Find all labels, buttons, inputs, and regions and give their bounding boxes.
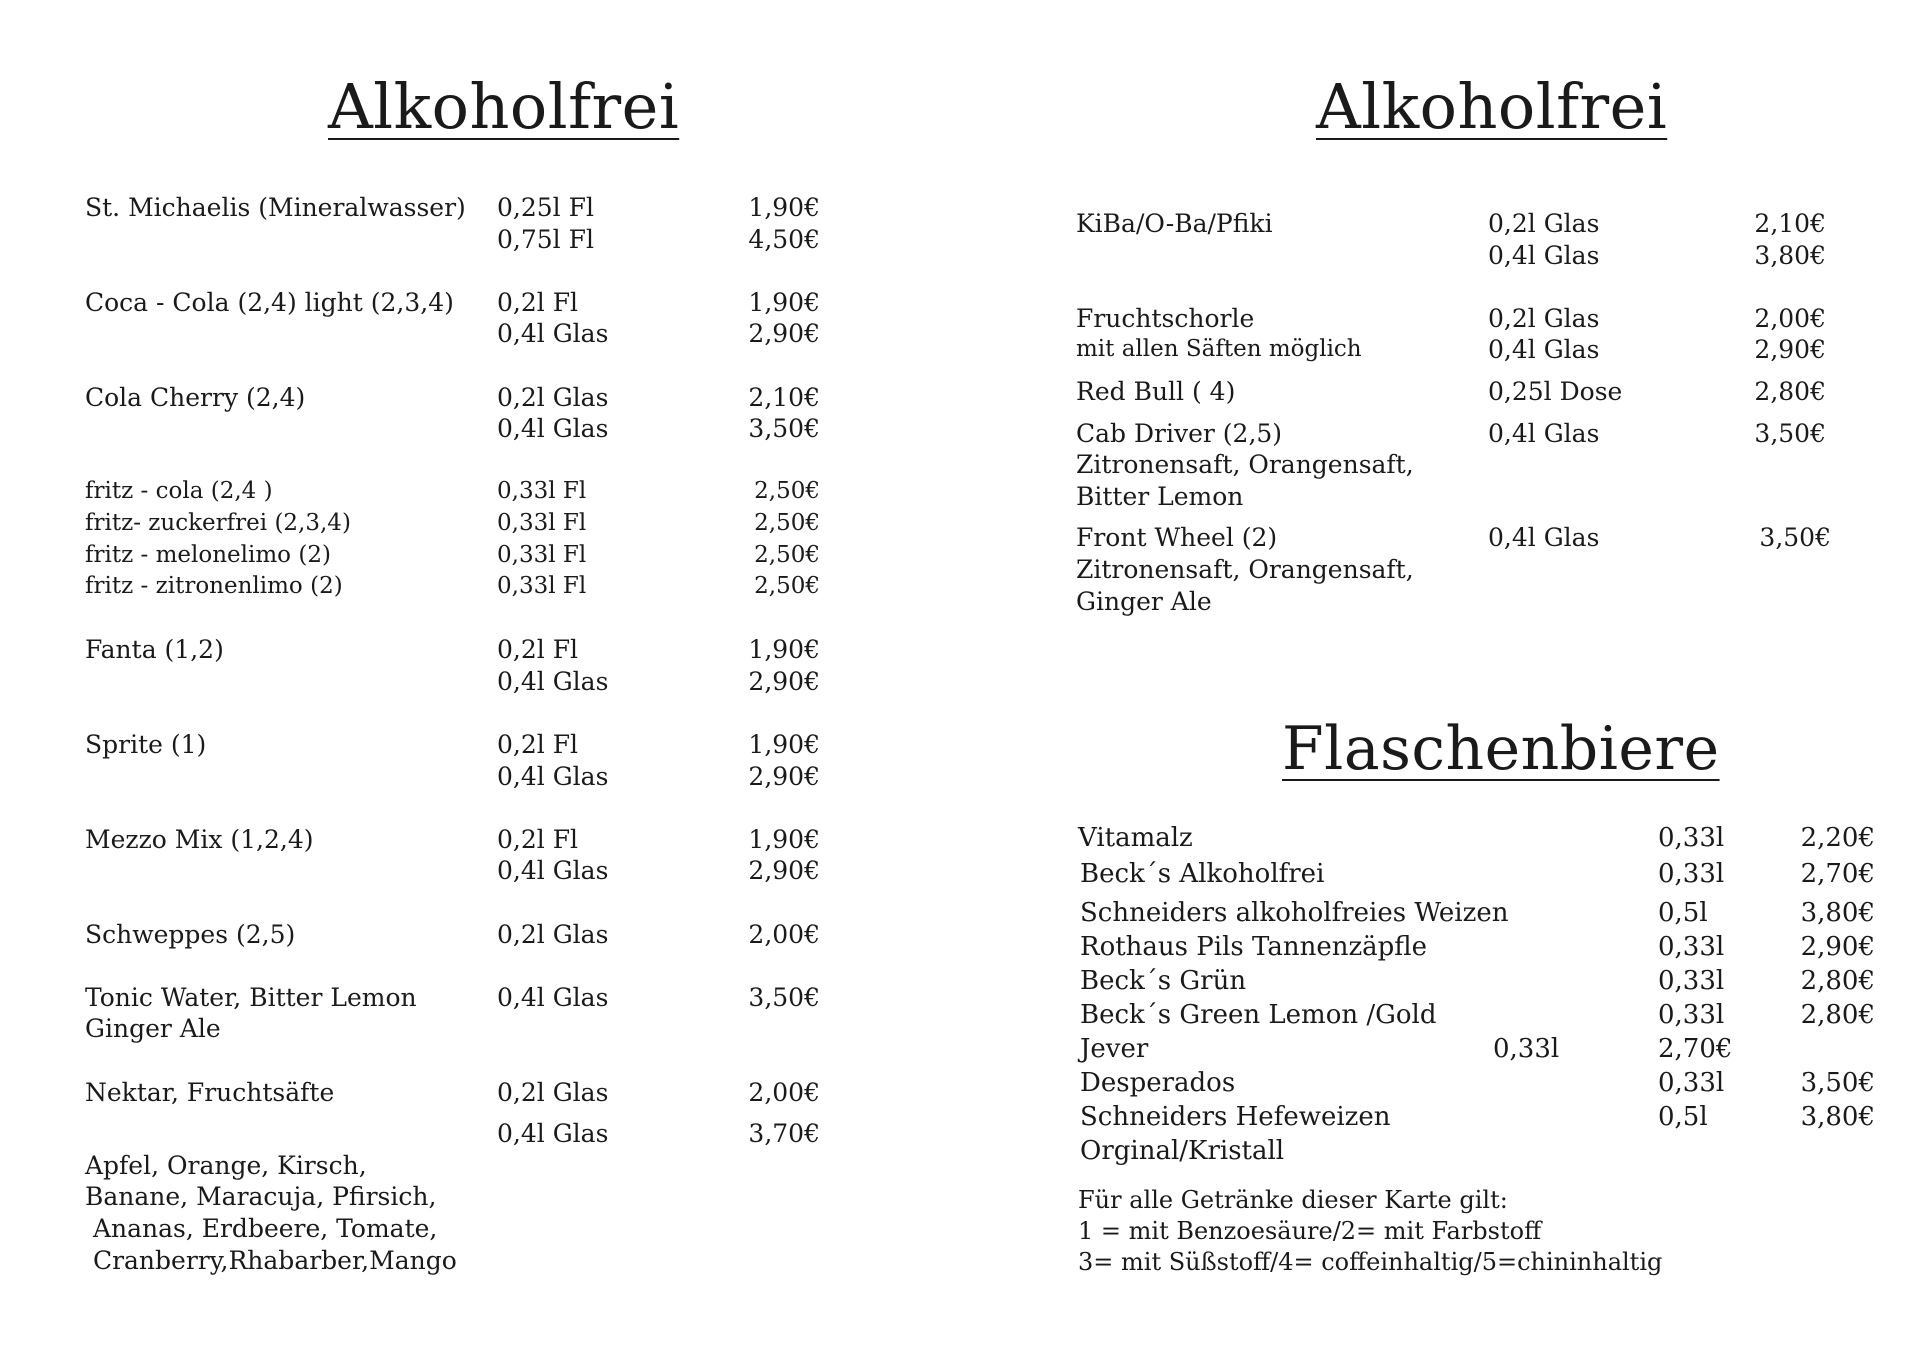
item-name: Schneiders alkoholfreies Weizen <box>1080 897 1509 928</box>
item-price: 2,20€ <box>1800 823 1875 853</box>
list-item <box>1078 823 1898 855</box>
item-size: 0,33l Fl <box>497 573 587 600</box>
item-size: 0,2l Fl <box>497 730 579 760</box>
list-item <box>85 855 845 887</box>
item-size: 0,75l Fl <box>497 224 594 254</box>
item-size: 0,4l Glas <box>497 856 609 886</box>
list-item <box>85 634 845 666</box>
list-item <box>85 666 845 698</box>
item-size: 0,4l Glas <box>1488 240 1600 270</box>
item-price: 3,50€ <box>1754 418 1826 448</box>
item-price: 2,00€ <box>1754 303 1826 333</box>
item-price: 2,80€ <box>1754 376 1826 406</box>
item-price: 4,50€ <box>748 224 820 254</box>
beer-section-title: Flaschenbiere <box>1282 714 1720 784</box>
item-name: fritz- zuckerfrei (2,3,4) <box>85 509 351 536</box>
item-name: Ginger Ale <box>1076 586 1212 616</box>
list-item <box>1078 997 1898 1031</box>
list-item <box>1076 376 1876 408</box>
item-name: Sprite (1) <box>85 730 207 760</box>
item-price: 2,90€ <box>1754 335 1826 365</box>
item-name: Schneiders Hefeweizen <box>1080 1101 1391 1132</box>
item-name: Apfel, Orange, Kirsch, <box>85 1150 367 1180</box>
item-name: Front Wheel (2) <box>1076 523 1278 553</box>
list-item <box>1076 449 1876 481</box>
item-size: 0,2l Glas <box>497 1077 609 1107</box>
item-size: 0,4l Glas <box>497 761 609 791</box>
list-item <box>85 824 845 856</box>
item-price: 1,90€ <box>748 193 820 222</box>
item-size: 0,33l Fl <box>497 541 587 568</box>
list-item <box>85 1118 845 1150</box>
item-size: 0,2l Fl <box>497 824 579 854</box>
item-name: Cola Cherry (2,4) <box>85 382 306 412</box>
item-size: 0,5l <box>1658 897 1708 928</box>
list-item <box>85 982 845 1014</box>
item-name: Cab Driver (2,5) <box>1076 418 1283 448</box>
item-name: Jever <box>1080 1033 1149 1064</box>
item-size: 0,33l <box>1658 999 1725 1030</box>
item-name: Beck´s Green Lemon /Gold <box>1080 999 1437 1030</box>
list-item <box>1076 481 1876 513</box>
item-price: 3,80€ <box>1800 1101 1875 1132</box>
list-item <box>85 382 845 414</box>
item-name: Fruchtschorle <box>1076 303 1255 333</box>
item-size: 0,2l Glas <box>497 382 609 412</box>
item-name: mit allen Säften möglich <box>1076 336 1362 363</box>
item-name: Fanta (1,2) <box>85 635 224 665</box>
list-item <box>1076 586 1876 618</box>
list-item <box>85 1181 845 1213</box>
item-size: 0,5l <box>1658 1101 1708 1132</box>
list-item <box>1078 963 1898 997</box>
additives-note-line: 3= mit Süßstoff/4= coffeinhaltig/5=chininhaltig <box>1078 1247 1663 1276</box>
item-name: Cranberry,Rhabarber,Mango <box>85 1245 457 1275</box>
item-name: Coca - Cola (2,4) light (2,3,4) <box>85 287 454 317</box>
item-name: fritz - melonelimo (2) <box>85 541 331 568</box>
item-price: 2,90€ <box>748 761 820 791</box>
item-size: 0,25l Fl <box>497 193 594 222</box>
list-item <box>1076 418 1876 450</box>
item-price: 1,90€ <box>748 730 820 760</box>
list-item <box>85 1013 845 1045</box>
item-size: 0,33l <box>1658 1067 1725 1098</box>
item-size: 0,2l Fl <box>497 635 579 665</box>
item-size: 0,4l Glas <box>1488 418 1600 448</box>
item-name: Bitter Lemon <box>1076 481 1244 511</box>
item-name: Rothaus Pils Tannenzäpfle <box>1080 931 1428 962</box>
item-size: 0,25l Dose <box>1488 376 1623 406</box>
list-item <box>85 1150 845 1182</box>
item-size: 0,2l Fl <box>497 287 579 317</box>
item-size: 0,4l Glas <box>497 666 609 696</box>
list-item <box>1076 303 1876 335</box>
item-price: 2,80€ <box>1800 999 1875 1030</box>
list-item <box>85 1213 845 1245</box>
list-item <box>85 287 845 319</box>
item-price: 3,80€ <box>1754 240 1826 270</box>
item-size: 0,33l <box>1658 931 1725 962</box>
item-size: 0,4l Glas <box>497 414 609 444</box>
list-item <box>1076 240 1876 272</box>
item-size: 0,33l Fl <box>497 509 587 536</box>
list-item <box>1076 554 1876 586</box>
item-name: Beck´s Alkoholfrei <box>1080 858 1325 889</box>
list-item <box>85 761 845 793</box>
item-price: 2,00€ <box>748 919 820 949</box>
list-item <box>85 318 845 350</box>
item-name: St. Michaelis (Mineralwasser) <box>85 193 466 222</box>
list-item <box>1078 1031 1898 1065</box>
item-price: 2,80€ <box>1800 965 1875 996</box>
item-price: 2,90€ <box>748 319 820 349</box>
item-name: Zitronensaft, Orangensaft, <box>1076 554 1414 584</box>
item-price: 3,80€ <box>1800 897 1875 928</box>
list-item <box>85 729 845 761</box>
list-item <box>1078 1065 1898 1099</box>
list-item <box>85 919 845 951</box>
item-name: Nektar, Fruchtsäfte <box>85 1077 335 1107</box>
item-price: 2,50€ <box>754 541 820 568</box>
item-name: Schweppes (2,5) <box>85 919 296 949</box>
item-name: Mezzo Mix (1,2,4) <box>85 824 314 854</box>
item-name: Beck´s Grün <box>1080 965 1247 996</box>
item-name: Vitamalz <box>1078 823 1193 853</box>
item-price: 3,50€ <box>748 982 820 1012</box>
item-price: 2,70€ <box>1658 1033 1733 1064</box>
list-item <box>85 476 845 508</box>
list-item <box>85 192 845 224</box>
item-name: Tonic Water, Bitter Lemon <box>85 982 417 1012</box>
item-size: 0,2l Glas <box>497 919 609 949</box>
additives-note-line: 1 = mit Benzoesäure/2= mit Farbstoff <box>1078 1216 1542 1245</box>
right-drinks-list <box>1076 208 1876 617</box>
item-size: 0,4l Glas <box>497 982 609 1012</box>
item-size: 0,33l <box>1658 823 1725 853</box>
item-price: 3,50€ <box>748 414 820 444</box>
list-item <box>1078 929 1898 963</box>
item-price: 2,90€ <box>1800 931 1875 962</box>
item-price: 2,10€ <box>748 382 820 412</box>
list-item <box>1078 855 1898 893</box>
list-item <box>85 413 845 445</box>
item-size: 0,2l Glas <box>1488 209 1600 238</box>
item-price: 3,50€ <box>1759 523 1831 553</box>
item-name: Orginal/Kristall <box>1080 1135 1285 1166</box>
list-item <box>1076 208 1876 240</box>
item-price: 2,70€ <box>1800 858 1875 889</box>
list-item <box>1078 893 1898 929</box>
additives-note-heading: Für alle Getränke dieser Karte gilt: <box>1078 1185 1508 1214</box>
list-item <box>1078 1133 1898 1167</box>
item-size: 0,33l <box>1493 1033 1560 1064</box>
item-size: 0,4l Glas <box>497 1119 609 1149</box>
list-item <box>1078 1099 1898 1133</box>
left-drinks-list <box>85 192 845 1276</box>
item-size: 0,33l <box>1658 965 1725 996</box>
list-item <box>1076 522 1876 554</box>
item-size: 0,4l Glas <box>1488 335 1600 365</box>
item-price: 2,50€ <box>754 573 820 600</box>
item-price: 3,70€ <box>748 1119 820 1149</box>
item-size: 0,4l Glas <box>497 319 609 349</box>
list-item <box>85 1245 845 1277</box>
item-price: 2,90€ <box>748 666 820 696</box>
left-page-title: Alkoholfrei <box>328 70 680 143</box>
item-price: 3,50€ <box>1800 1067 1875 1098</box>
list-item <box>85 571 845 603</box>
list-item <box>1076 334 1876 366</box>
list-item <box>85 540 845 572</box>
item-price: 2,50€ <box>754 509 820 536</box>
item-name: Desperados <box>1080 1067 1236 1098</box>
item-price: 2,90€ <box>748 856 820 886</box>
item-price: 2,00€ <box>748 1077 820 1107</box>
item-name: Zitronensaft, Orangensaft, <box>1076 450 1414 480</box>
item-size: 0,2l Glas <box>1488 303 1600 333</box>
beer-list <box>1078 823 1898 1278</box>
item-name: Banane, Maracuja, Pfirsich, <box>85 1182 437 1212</box>
item-price: 1,90€ <box>748 824 820 854</box>
item-size: 0,33l Fl <box>497 478 587 505</box>
item-name: Ananas, Erdbeere, Tomate, <box>85 1214 438 1243</box>
item-name: KiBa/O-Ba/Pfiki <box>1076 209 1273 238</box>
list-item <box>85 1077 845 1109</box>
item-size: 0,33l <box>1658 858 1725 889</box>
right-page-title: Alkoholfrei <box>1316 70 1668 143</box>
item-price: 2,50€ <box>754 478 820 505</box>
item-price: 1,90€ <box>748 635 820 665</box>
item-price: 2,10€ <box>1754 209 1826 238</box>
list-item <box>85 508 845 540</box>
item-name: fritz - zitronenlimo (2) <box>85 573 343 600</box>
item-name: Red Bull ( 4) <box>1076 376 1236 406</box>
item-name: fritz - cola (2,4 ) <box>85 478 273 505</box>
item-price: 1,90€ <box>748 287 820 317</box>
item-size: 0,4l Glas <box>1488 523 1600 553</box>
item-name: Ginger Ale <box>85 1014 221 1044</box>
list-item <box>85 224 845 256</box>
